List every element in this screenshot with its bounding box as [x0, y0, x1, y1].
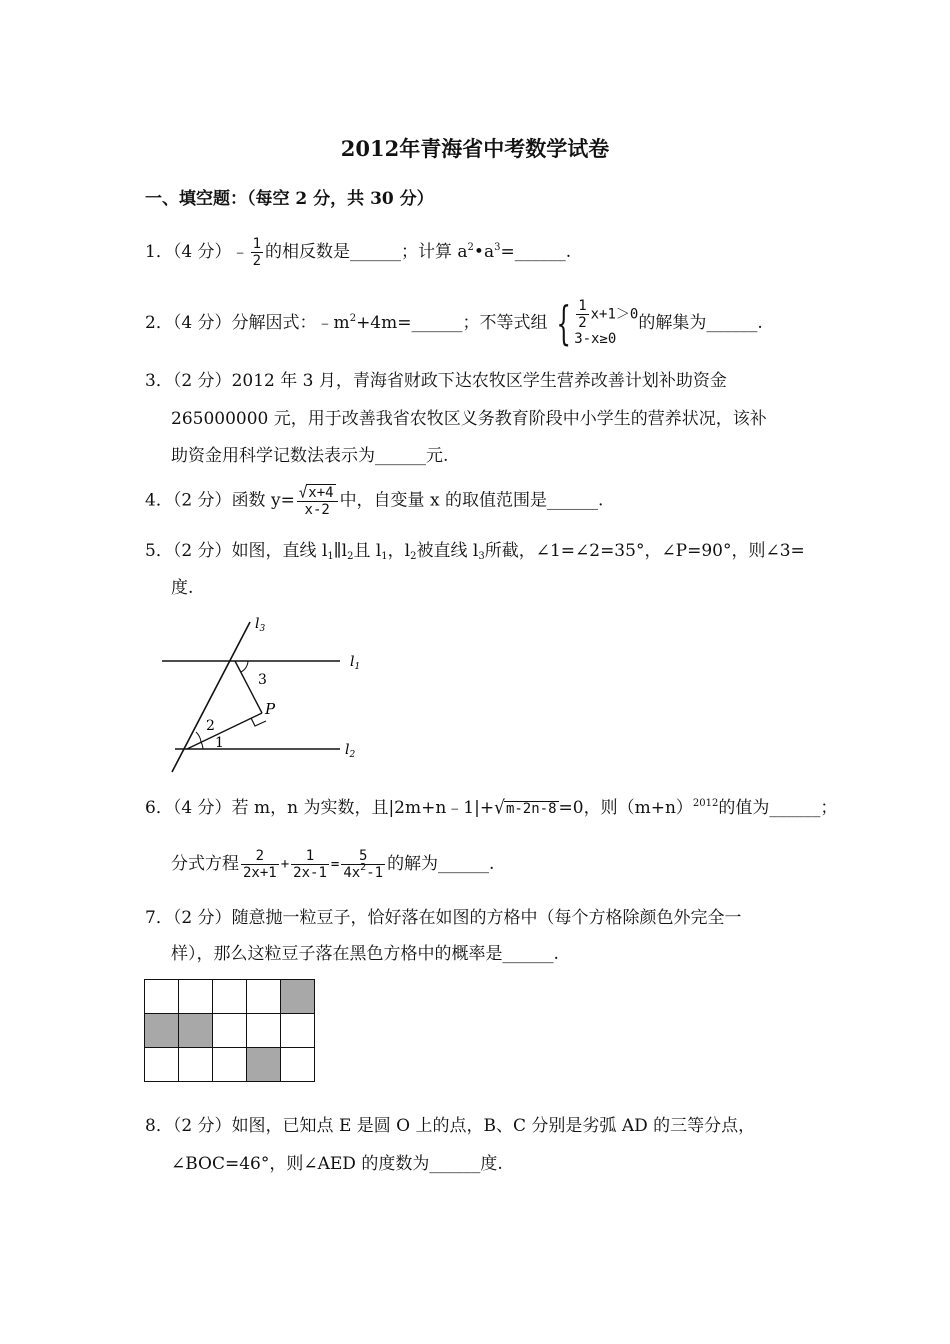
subscript: 2: [347, 551, 354, 562]
parallel-lines-figure: [140, 610, 380, 780]
grid-cell: [213, 1048, 247, 1082]
question-number: 8．: [145, 1116, 173, 1136]
question-number: 2．: [145, 312, 173, 333]
fraction-denominator: [341, 862, 385, 882]
subscript: 1: [327, 551, 334, 562]
fraction-numerator: 2: [241, 848, 279, 865]
question-5-line-2: 度.: [171, 578, 194, 598]
question-3: [145, 373, 727, 390]
question-3-line-3: 助资金用科学记数法表示为______元.: [171, 446, 449, 466]
question-number: 7．: [145, 908, 173, 928]
grid-cell-dark: [145, 1014, 179, 1048]
denominator-part: 4x: [343, 865, 361, 882]
question-3-line-2: 265000000 元，用于改善我省农牧区义务教育阶段中小学生的营养状况，该补: [171, 409, 767, 429]
label-l1: $l_1$: [350, 654, 361, 672]
fraction-numerator: 5: [341, 848, 385, 865]
grid-cell-dark: [281, 980, 315, 1014]
question-text: 若 m，n 为实数，且|2m+n﹣1|+: [231, 798, 495, 818]
fraction: [251, 236, 263, 269]
grid-cell: [247, 980, 281, 1014]
question-1: [145, 236, 571, 269]
section-heading: 一、填空题：（每空 2 分，共 30 分）: [145, 189, 434, 209]
question-score: （4 分）: [172, 242, 232, 263]
question-4: [145, 484, 603, 518]
grid-cell: [145, 1048, 179, 1082]
inequality-system: [574, 298, 638, 349]
minus-sign: ﹣: [231, 242, 249, 263]
question-text: 的解集为______.: [638, 312, 763, 333]
page-title: 2012年青海省中考数学试卷: [340, 136, 610, 161]
question-number: 5．: [145, 541, 173, 561]
fraction-denominator: 2: [252, 253, 261, 270]
question-text: =______.: [500, 242, 572, 263]
label-angle-2: 2: [206, 718, 215, 734]
question-text: 函数 y=: [231, 490, 295, 511]
question-text: 分解因式：﹣m: [231, 312, 350, 333]
fraction-denominator: 2: [578, 315, 587, 332]
grid-cell: [179, 1048, 213, 1082]
grid-cell: [145, 980, 179, 1014]
question-7: [145, 910, 742, 927]
grid-cell: [179, 980, 213, 1014]
fraction-denominator: 2x-1: [293, 865, 327, 882]
question-number: 3．: [145, 371, 173, 391]
exponent: 3: [494, 242, 501, 254]
question-number: 1．: [145, 242, 173, 263]
denominator-part: -1: [366, 865, 384, 882]
subscript: 1: [381, 551, 388, 562]
angle-1-arc: [201, 742, 203, 749]
question-text: 的值为______；: [718, 798, 838, 818]
inequality-2: 3-x≥0: [574, 331, 617, 348]
question-number: 4．: [145, 490, 173, 511]
fraction-numerator: 1: [252, 236, 261, 252]
question-6-line-2: [171, 848, 494, 881]
question-text: 且 l: [353, 541, 382, 561]
plus-sign: +: [280, 856, 290, 873]
question-text: =0，则（m+n）: [558, 798, 693, 818]
question-text: 被直线 l: [416, 541, 479, 561]
question-text: 中，自变量 x 的取值范围是______.: [339, 490, 604, 511]
exponent: 2: [467, 242, 474, 254]
inequality-1: [574, 298, 638, 331]
question-text: 分式方程: [171, 854, 239, 875]
question-text: +4m=______；不等式组: [356, 312, 548, 333]
question-text: 如图，直线 l: [231, 541, 328, 561]
question-text: 所截，∠1=∠2=35°，∠P=90°，则∠3=: [484, 541, 805, 561]
fraction-3: [341, 848, 385, 881]
question-score: （4 分）: [172, 312, 232, 333]
fraction-numerator: 1: [578, 298, 587, 314]
radicand: m-2n-8: [505, 801, 557, 817]
label-angle-3: 3: [258, 672, 267, 688]
grid-cell: [213, 1014, 247, 1048]
grid-cell: [281, 1048, 315, 1082]
right-angle-mark: [251, 718, 266, 726]
fraction-2: [291, 848, 329, 881]
fraction-denominator: 2x+1: [243, 865, 277, 882]
question-text: 随意抛一粒豆子，恰好落在如图的方格中（每个方格除颜色外完全一: [231, 908, 742, 928]
grid-cell-dark: [179, 1014, 213, 1048]
fraction-denominator: x-2: [304, 502, 330, 519]
radicand: x+4: [308, 485, 334, 501]
radical-icon: √: [298, 484, 308, 502]
grid-cell: [213, 980, 247, 1014]
fraction: [297, 484, 338, 518]
question-6: [145, 796, 838, 819]
angle-2-arc: [196, 732, 201, 742]
question-number: 6．: [145, 798, 173, 818]
brace-icon: {: [556, 296, 571, 351]
grid-row: [145, 980, 315, 1014]
square-grid: [144, 979, 315, 1082]
question-text: 如图，已知点 E 是圆 O 上的点，B、C 分别是劣弧 AD 的三等分点，: [231, 1116, 756, 1136]
exponent: 2: [349, 312, 357, 324]
question-8: [145, 1118, 755, 1135]
fraction: [576, 298, 588, 331]
radical-icon: √: [494, 796, 505, 819]
question-score: （2 分）: [172, 908, 232, 928]
grid-cell-dark: [247, 1048, 281, 1082]
label-l2: $l_2$: [345, 742, 356, 760]
question-score: （4 分）: [172, 798, 232, 818]
question-text: 的解为______.: [387, 854, 495, 875]
subscript: 2: [410, 551, 417, 562]
exponent: 2: [360, 862, 367, 874]
question-2: [145, 298, 763, 349]
grid-row: [145, 1048, 315, 1082]
fraction-numerator: 1: [291, 848, 329, 865]
question-8-line-2: ∠BOC=46°，则∠AED 的度数为______度.: [171, 1154, 503, 1174]
grid-cell: [281, 1014, 315, 1048]
question-text: 2012 年 3 月，青海省财政下达农牧区学生营养改善计划补助资金: [231, 371, 727, 391]
question-score: （2 分）: [172, 371, 232, 391]
grid-cell: [247, 1014, 281, 1048]
fraction-1: [241, 848, 279, 881]
grid-row: [145, 1014, 315, 1048]
label-l3: $l_3$: [255, 616, 266, 634]
question-score: （2 分）: [172, 541, 232, 561]
label-angle-1: 1: [215, 735, 224, 751]
question-score: （2 分）: [172, 1116, 232, 1136]
angle-3-arc: [241, 661, 248, 672]
question-text: •a: [473, 242, 495, 263]
question-7-line-2: 样），那么这粒豆子落在黑色方格中的概率是______.: [171, 944, 559, 964]
equals-sign: =: [330, 856, 340, 873]
exponent: 2012: [692, 798, 719, 809]
question-text: ，l: [387, 541, 411, 561]
question-score: （2 分）: [172, 490, 232, 511]
question-5: [145, 543, 805, 560]
subscript: 3: [478, 551, 485, 562]
fraction-numerator: [297, 484, 338, 502]
inequality-text: x+1＞0: [590, 306, 639, 323]
question-text: 的相反数是______；计算 a: [265, 242, 468, 263]
label-p: P: [265, 700, 276, 718]
question-text: ∥l: [333, 541, 348, 561]
